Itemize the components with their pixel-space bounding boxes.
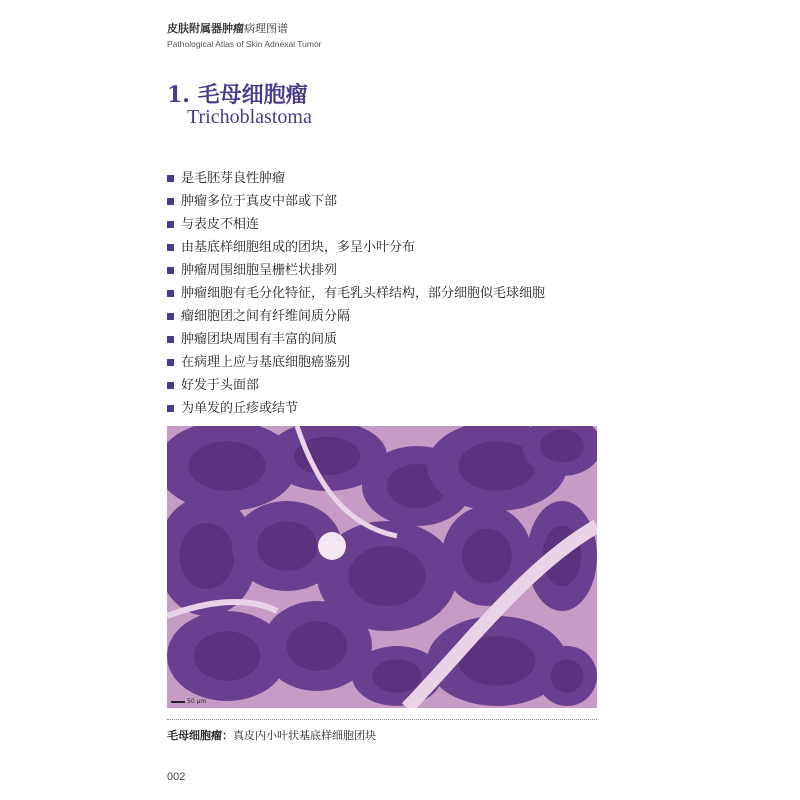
book-title-rest: 病理图谱 [244, 22, 288, 35]
bullet-item: 在病理上应与基底细胞癌鉴别 [167, 351, 545, 374]
square-bullet-icon [167, 244, 174, 251]
bullet-item: 由基底样细胞组成的团块，多呈小叶分布 [167, 236, 545, 259]
square-bullet-icon [167, 290, 174, 297]
bullet-list [167, 167, 545, 420]
square-bullet-icon [167, 359, 174, 366]
bullet-item: 瘤细胞团之间有纤维间质分隔 [167, 305, 545, 328]
tumor-nest-core [287, 621, 348, 671]
bullet-item: 肿瘤周围细胞呈栅栏状排列 [167, 259, 545, 282]
tumor-nest-core [189, 441, 266, 491]
micrograph-image [167, 426, 597, 708]
papilla-structure [318, 532, 346, 560]
square-bullet-icon [167, 382, 174, 389]
book-title-bold: 皮肤附属器肿瘤 [167, 22, 244, 35]
caption-text: 真皮内小叶状基底样细胞团块 [233, 729, 376, 742]
square-bullet-icon [167, 221, 174, 228]
square-bullet-icon [167, 175, 174, 182]
square-bullet-icon [167, 267, 174, 274]
bullet-item: 与表皮不相连 [167, 213, 545, 236]
book-title-en: Pathological Atlas of Skin Adnexal Tumor [167, 39, 322, 49]
tumor-nest-core [540, 430, 584, 463]
scale-bar-line [171, 701, 185, 703]
bullet-item: 好发于头面部 [167, 374, 545, 397]
scale-bar-label: 50 μm [187, 698, 207, 705]
caption-divider [167, 719, 597, 720]
tumor-nest-core [462, 529, 512, 584]
square-bullet-icon [167, 313, 174, 320]
square-bullet-icon [167, 336, 174, 343]
bullet-item: 为单发的丘疹或结节 [167, 397, 545, 420]
section-title: 1. 毛母细胞瘤 [167, 82, 308, 108]
tumor-nest-core [349, 546, 426, 607]
caption-term: 毛母细胞瘤： [167, 729, 233, 742]
tumor-nest-core [194, 631, 260, 681]
bullet-item: 肿瘤细胞有毛分化特征，有毛乳头样结构，部分细胞似毛球细胞 [167, 282, 545, 305]
section-subtitle: Trichoblastoma [187, 106, 312, 128]
square-bullet-icon [167, 405, 174, 412]
book-title-cn [167, 22, 322, 36]
tumor-nest-core [180, 523, 235, 589]
bullet-item: 肿瘤团块周围有丰富的间质 [167, 328, 545, 351]
tumor-nest-core [372, 660, 422, 693]
tumor-nest-core [257, 521, 318, 571]
bullet-item: 是毛胚芽良性肿瘤 [167, 167, 545, 190]
figure-caption [167, 729, 376, 743]
bullet-item: 肿瘤多位于真皮中部或下部 [167, 190, 545, 213]
page-number: 002 [167, 771, 186, 783]
tumor-nest-core [551, 660, 584, 693]
scale-bar [171, 698, 206, 705]
running-header [167, 22, 322, 50]
square-bullet-icon [167, 198, 174, 205]
histology-micrograph [167, 426, 597, 708]
